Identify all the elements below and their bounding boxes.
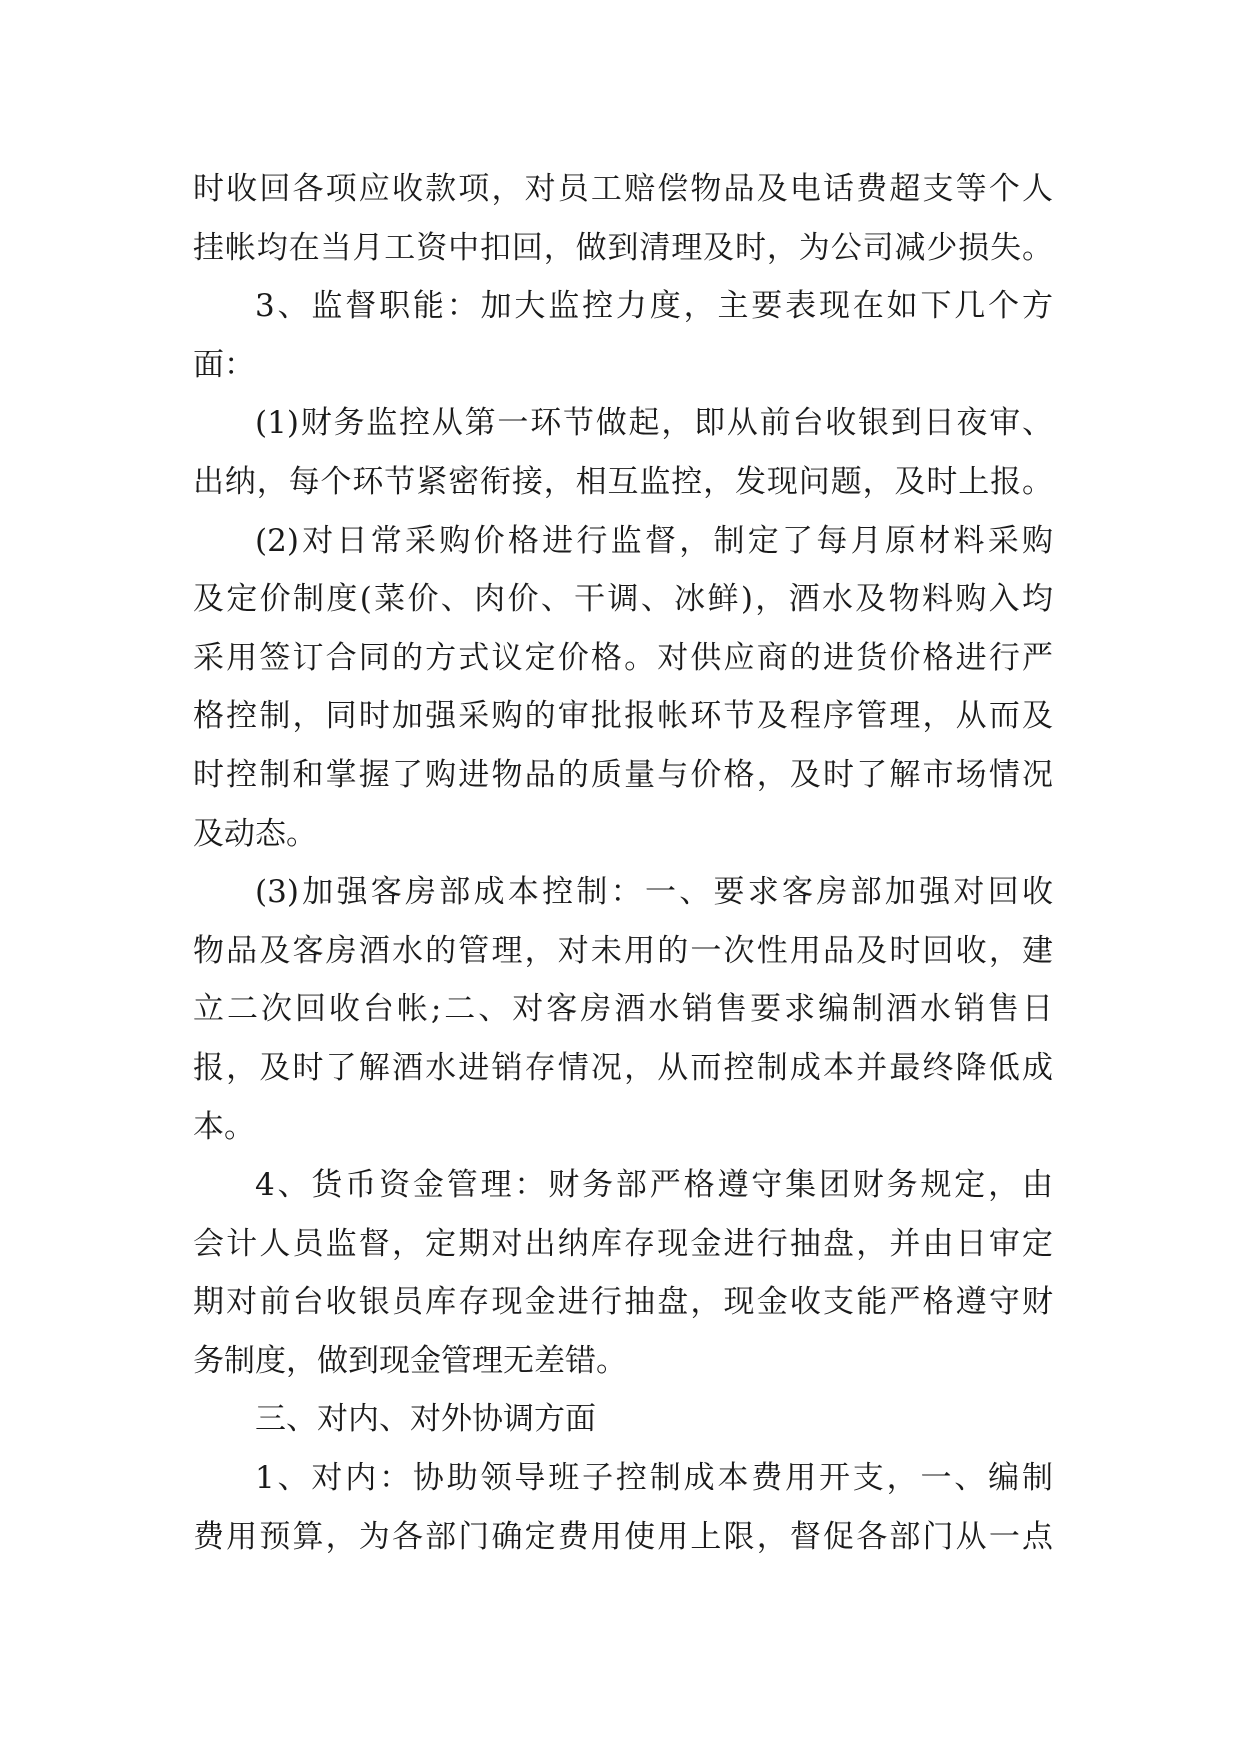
text-line: (1)财务监控从第一环节做起，即从前台收银到日夜审、	[255, 405, 1053, 442]
text-line: 及定价制度(菜价、肉价、干调、冰鲜)，酒水及物料购入均	[193, 581, 1053, 618]
text-line: 3、监督职能：加大监控力度，主要表现在如下几个方	[255, 288, 1053, 325]
body-text	[193, 160, 1053, 1566]
text-line: 立二次回收台帐;二、对客房酒水销售要求编制酒水销售日	[193, 991, 1053, 1028]
text-line: (2)对日常采购价格进行监督，制定了每月原材料采购	[255, 522, 1053, 559]
text-line: 挂帐均在当月工资中扣回，做到清理及时，为公司减少损失。	[193, 229, 1053, 266]
text-line: 报，及时了解酒水进销存情况，从而控制成本并最终降低成	[193, 1049, 1053, 1086]
text-line: 务制度，做到现金管理无差错。	[193, 1342, 627, 1379]
text-line: 会计人员监督，定期对出纳库存现金进行抽盘，并由日审定	[193, 1225, 1053, 1262]
text-line: 采用签订合同的方式议定价格。对供应商的进货价格进行严	[193, 639, 1053, 676]
text-line: 三、对内、对外协调方面	[255, 1401, 596, 1438]
text-line: 出纳，每个环节紧密衔接，相互监控，发现问题，及时上报。	[193, 463, 1053, 500]
text-line: 1、对内：协助领导班子控制成本费用开支，一、编制	[255, 1460, 1053, 1497]
text-line: 时控制和掌握了购进物品的质量与价格，及时了解市场情况	[193, 756, 1053, 793]
text-line: 及动态。	[193, 815, 317, 852]
text-line: 面：	[193, 346, 255, 383]
text-line: 期对前台收银员库存现金进行抽盘，现金收支能严格遵守财	[193, 1284, 1053, 1321]
text-line: 4、货币资金管理：财务部严格遵守集团财务规定，由	[255, 1167, 1053, 1204]
text-line: 本。	[193, 1108, 255, 1145]
text-line: (3)加强客房部成本控制：一、要求客房部加强对回收	[255, 874, 1053, 911]
text-line: 格控制，同时加强采购的审批报帐环节及程序管理，从而及	[193, 698, 1053, 735]
text-line: 费用预算，为各部门确定费用使用上限，督促各部门从一点	[193, 1518, 1053, 1555]
text-line: 物品及客房酒水的管理，对未用的一次性用品及时回收，建	[193, 932, 1053, 969]
text-line: 时收回各项应收款项，对员工赔偿物品及电话费超支等个人	[193, 171, 1053, 207]
